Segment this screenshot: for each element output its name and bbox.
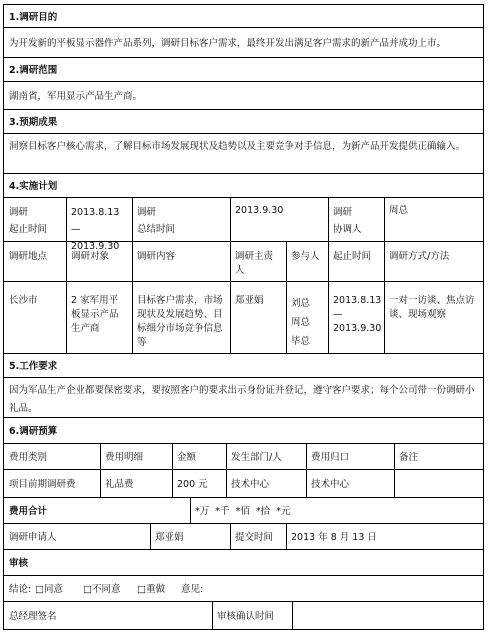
purpose-body-row: [3, 28, 484, 58]
results-body-row: [3, 134, 484, 174]
budget-total-row: [3, 498, 484, 524]
budget-cell-owner: 技术中心: [311, 479, 350, 490]
budget-cell-department: 技术中心: [231, 479, 270, 490]
results-header-row: [3, 110, 484, 134]
plan-end-value: 2013.9.30: [235, 205, 284, 216]
work-title: 5.工作要求: [9, 361, 58, 372]
plan-cell-owner: 郑亚娟: [235, 295, 264, 306]
applicant-row: [3, 524, 484, 550]
plan-col-period: 起止时间: [333, 251, 372, 262]
scope-text: 湖南省，军用显示产品生产商。: [9, 91, 143, 102]
budget-title: 6.调研预算: [9, 426, 58, 437]
plan-col-target: 调研对象: [71, 251, 110, 262]
plan-cell-location: 长沙市: [9, 295, 38, 306]
work-header-row: [3, 354, 484, 378]
option-disagree[interactable]: □不同意: [83, 584, 121, 595]
plan-start-value: 2013.8.13— 2013.9.30: [71, 207, 120, 252]
option-redo[interactable]: □重做: [137, 584, 165, 595]
plan-meta-row: [3, 198, 484, 252]
applicant-label: 调研申请人: [9, 532, 57, 543]
budget-data-row: [3, 470, 484, 498]
plan-cell-target: 2 家军用平板显示产品生产商: [71, 295, 119, 334]
budget-col-department: 发生部门/人: [231, 452, 282, 463]
budget-cell-detail: 礼品费: [105, 479, 134, 490]
budget-col-category: 费用类别: [9, 452, 48, 463]
plan-start-label: 调研 起止时间: [9, 207, 48, 235]
opinion-label: 意见:: [181, 584, 204, 595]
plan-cell-method: 一对一访谈、焦点访谈、现场观察: [389, 295, 475, 320]
submit-time-value: 2013 年 8 月 13 日: [291, 532, 377, 543]
results-title: 3.预期成果: [9, 117, 58, 128]
option-agree[interactable]: □同意: [35, 584, 63, 595]
plan-col-location: 调研地点: [9, 251, 48, 262]
budget-col-detail: 费用明细: [105, 452, 144, 463]
plan-cell-period: 2013.8.13 —2013.9.30: [333, 295, 382, 334]
purpose-header-row: [3, 4, 484, 28]
budget-cell-amount: 200 元: [177, 479, 208, 490]
budget-total-label: 费用合计: [9, 506, 48, 517]
budget-header-row: [3, 418, 484, 444]
budget-cell-remark: [394, 476, 484, 480]
conclusion-label: 结论:: [9, 584, 32, 595]
budget-col-amount: 金额: [177, 452, 197, 463]
plan-title: 4.实施计划: [9, 181, 58, 192]
signature-row: [3, 602, 484, 630]
purpose-title: 1.调研目的: [9, 12, 58, 23]
review-header-row: [3, 550, 484, 576]
work-text: 因为军品生产企业都要保密要求，要按照客户的要求出示身份证并登记，遵守客户要求；每个公司带一份调研小礼品。: [9, 385, 475, 414]
plan-data-row: [3, 282, 484, 354]
plan-coordinator-value: 周总: [389, 205, 409, 216]
work-body-row: [3, 378, 484, 418]
review-title: 审核: [9, 558, 29, 569]
plan-col-participants: 参与人: [291, 251, 320, 262]
plan-end-label: 调研 总结时间: [137, 207, 176, 235]
scope-body-row: [3, 82, 484, 110]
submit-time-label: 提交时间: [235, 532, 274, 543]
plan-col-owner: 调研主责人: [235, 251, 274, 276]
plan-col-content: 调研内容: [137, 251, 176, 262]
review-confirm-label: 审核确认时间: [217, 611, 275, 622]
plan-columns-row: [3, 242, 484, 282]
budget-columns-row: [3, 444, 484, 470]
budget-total-value: *万 *千 *佰 *拾 *元: [195, 506, 291, 517]
purpose-text: 为开发新的平板显示器件产品系列，调研目标客户需求，最终开发出满足客户需求的新产品并成功上市。: [9, 38, 447, 49]
review-conclusion-row: [3, 576, 484, 602]
plan-col-method: 调研方式/方法: [389, 251, 450, 262]
gm-signature-label: 总经理签名: [9, 611, 57, 622]
budget-col-owner: 费用归口: [311, 452, 350, 463]
scope-header-row: [3, 58, 484, 82]
plan-cell-content: 目标客户需求，市场现状及发展趋势、目标细分市场竞争信息等: [137, 295, 223, 348]
plan-header-row: [3, 174, 484, 198]
plan-cell-participants: 刘总 周总 毕总: [291, 298, 311, 347]
review-confirm-value[interactable]: [292, 608, 484, 612]
results-text: 洞察目标客户核心需求，了解目标市场发展现状及趋势以及主要竞争对手信息，为新产品开发提供正确输入。: [9, 141, 466, 152]
budget-cell-category: 项目前期调研费: [9, 479, 76, 490]
plan-coordinator-label: 调研 协调人: [333, 207, 362, 235]
applicant-value: 郑亚娟: [155, 532, 184, 543]
scope-title: 2.调研范围: [9, 65, 58, 76]
budget-col-remark: 备注: [399, 452, 419, 463]
